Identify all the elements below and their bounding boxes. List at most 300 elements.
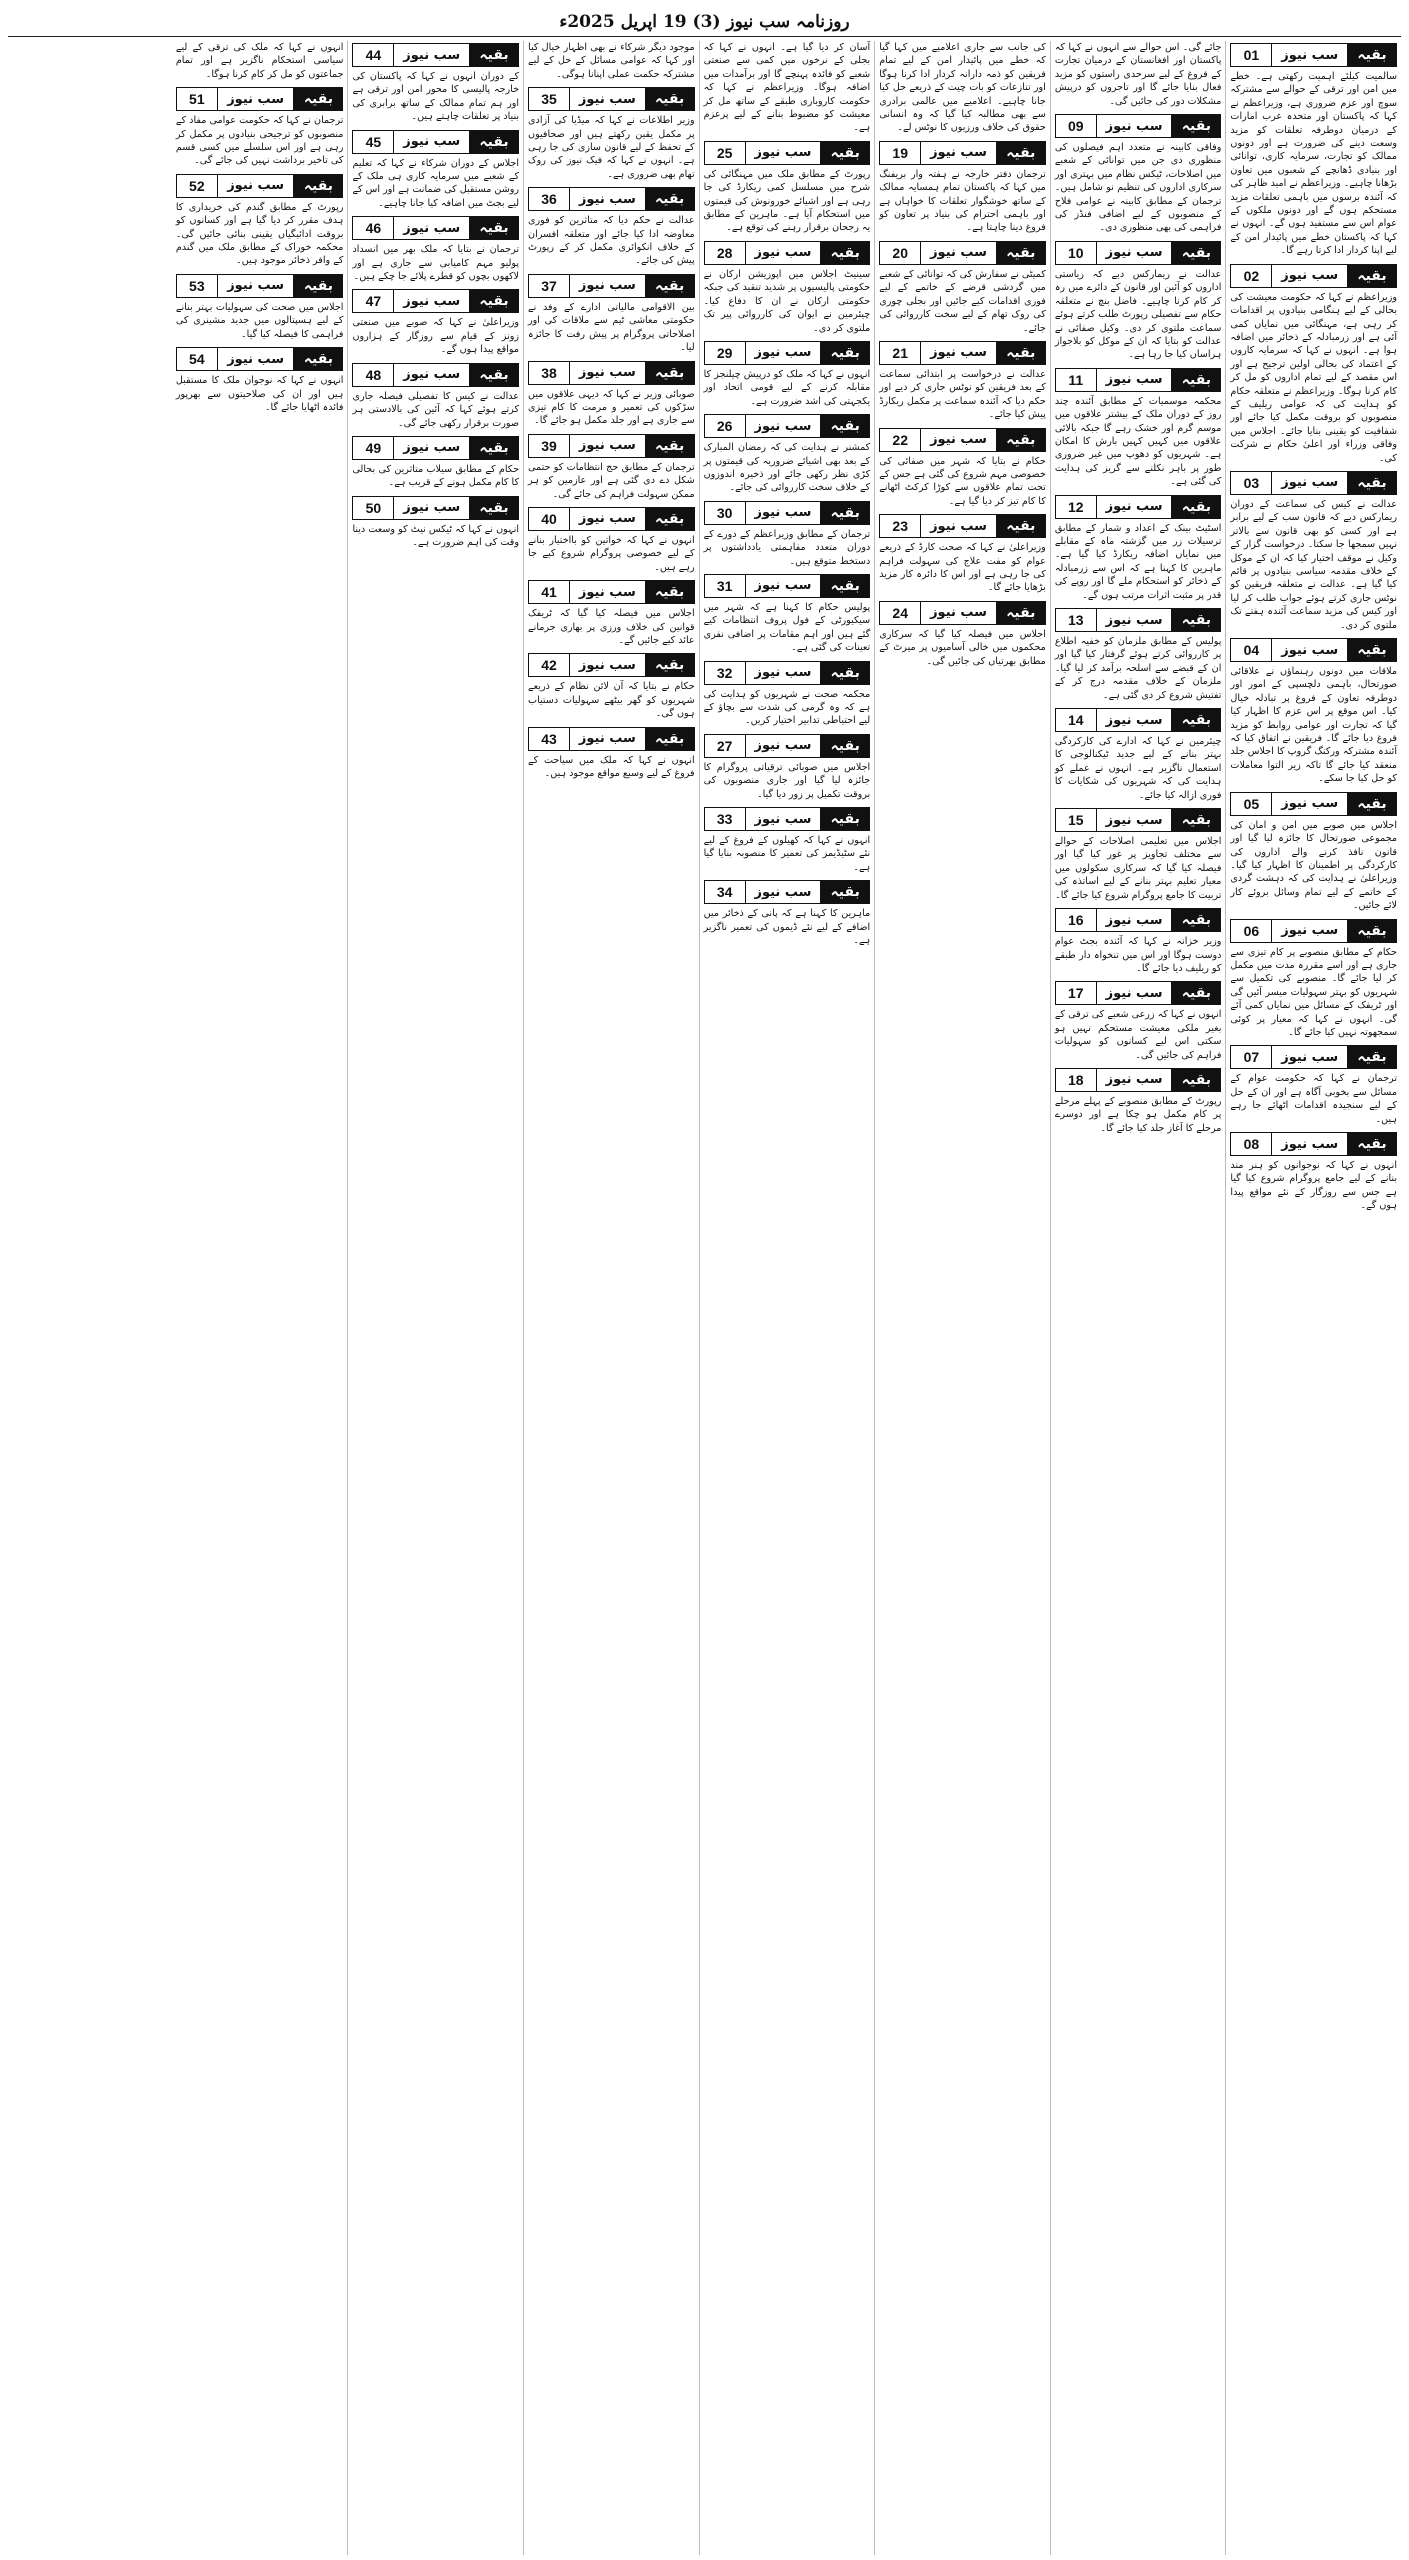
continuation-number: 48 bbox=[353, 364, 394, 386]
article-text: عدالت نے ریمارکس دیے کہ ریاستی اداروں کو آئین اور قانون کے دائرے میں رہ کر کام کرنا چاہیے۔ فاضل بنچ نے متعلقہ حکام سے تفصیلی رپورٹ طلب کرتے ہوئے سماعت ملتوی کر دی۔ وکیل صفائی نے عدالت کو بتایا کہ ان کے موکل کو بلاجواز ہراساں کیا جا رہا ہے۔ bbox=[1054, 268, 1222, 361]
article-text: اسٹیٹ بینک کے اعداد و شمار کے مطابق ترسیلات زر میں گزشتہ ماہ کے مقابلے میں نمایاں اضافہ ریکارڈ کیا گیا ہے۔ ماہرین کا کہنا ہے کہ اس سے زرمبادلہ کے ذخائر کو استحکام ملے گا اور روپے کی قدر پر مثبت اثرات مرتب ہوں گے۔ bbox=[1054, 522, 1222, 601]
continuation-number: 45 bbox=[353, 131, 394, 153]
continuation-number: 54 bbox=[177, 348, 218, 370]
section-label: سب نیوز bbox=[1272, 472, 1348, 494]
continuation-header bbox=[176, 347, 344, 371]
baqiya-badge: بقیہ bbox=[1172, 609, 1220, 631]
continuation-number: 25 bbox=[705, 142, 746, 164]
article-block bbox=[528, 653, 695, 720]
continuation-header bbox=[704, 734, 871, 758]
article-block bbox=[1055, 708, 1222, 802]
baqiya-badge: بقیہ bbox=[646, 88, 694, 110]
section-label: سب نیوز bbox=[218, 175, 295, 197]
continuation-header bbox=[176, 87, 344, 111]
section-label: سب نیوز bbox=[1272, 639, 1348, 661]
continuation-header bbox=[528, 507, 695, 531]
section-label: سب نیوز bbox=[1097, 709, 1173, 731]
baqiya-badge: بقیہ bbox=[1348, 920, 1396, 942]
article-block bbox=[704, 141, 871, 235]
baqiya-badge: بقیہ bbox=[470, 44, 518, 66]
article-block bbox=[879, 341, 1046, 422]
continuation-number: 07 bbox=[1231, 1046, 1272, 1068]
article-text: حکام کے مطابق منصوبے پر کام تیزی سے جاری ہے اور اسے مقررہ مدت میں مکمل کر لیا جائے گا۔ منصوبے کی تکمیل سے شہریوں کو بہتر سہولیات میسر آئیں گی اور ٹریفک کے مسائل میں نمایاں کمی آئے گی۔ انہوں نے کہا کہ معیار پر کوئی سمجھوتہ نہیں کیا جائے گا۔ bbox=[1230, 946, 1397, 1038]
article-block bbox=[528, 580, 695, 647]
section-label: سب نیوز bbox=[570, 581, 646, 603]
article-text: عدالت نے کیس کا تفصیلی فیصلہ جاری کرتے ہوئے کہا کہ آئین کی بالادستی ہر صورت برقرار رکھی جائے گی۔ bbox=[352, 390, 520, 429]
baqiya-badge: بقیہ bbox=[1348, 265, 1396, 287]
continuation-header bbox=[1055, 241, 1222, 265]
continuation-number: 14 bbox=[1056, 709, 1097, 731]
section-label: سب نیوز bbox=[570, 275, 646, 297]
continuation-header bbox=[352, 436, 519, 460]
continuation-header bbox=[1230, 1045, 1397, 1069]
continuation-header bbox=[1055, 1068, 1222, 1092]
article-block bbox=[176, 41, 344, 81]
continuation-header bbox=[176, 174, 344, 198]
continuation-header bbox=[879, 341, 1046, 365]
article-text: انہوں نے کہا کہ ملک کو درپیش چیلنجز کا مقابلہ کرنے کے لیے قومی اتحاد اور یکجہتی کی اشد ضرورت ہے۔ bbox=[703, 368, 871, 407]
continuation-header bbox=[528, 580, 695, 604]
continuation-header bbox=[879, 428, 1046, 452]
section-label: سب نیوز bbox=[1097, 496, 1173, 518]
baqiya-badge: بقیہ bbox=[1172, 1069, 1220, 1091]
article-block bbox=[528, 41, 695, 81]
article-block bbox=[1230, 792, 1397, 913]
continuation-header bbox=[1230, 43, 1397, 67]
article-block bbox=[704, 414, 871, 495]
article-block bbox=[704, 880, 871, 947]
section-label: سب نیوز bbox=[1272, 265, 1348, 287]
article-block bbox=[528, 274, 695, 355]
article-block bbox=[1230, 638, 1397, 786]
section-label: سب نیوز bbox=[1097, 369, 1173, 391]
baqiya-badge: بقیہ bbox=[997, 142, 1045, 164]
continuation-number: 52 bbox=[177, 175, 218, 197]
article-text: حکام نے بتایا کہ شہر میں صفائی کی خصوصی مہم شروع کی گئی ہے جس کے تحت تمام علاقوں سے کوڑا کرکٹ اٹھانے کا کام تیز کر دیا گیا ہے۔ bbox=[879, 455, 1046, 507]
article-text: وفاقی کابینہ نے متعدد اہم فیصلوں کی منظوری دی جن میں توانائی کے شعبے میں اصلاحات، ٹیکس نظام میں بہتری اور سرکاری اداروں کی تنظیم نو شامل ہیں۔ ترجمان کے مطابق کابینہ نے عوامی فلاح کے منصوبوں کے لیے اضافی فنڈز کی فراہمی کی بھی منظوری دی۔ bbox=[1054, 142, 1222, 234]
article-text: رپورٹ کے مطابق گندم کی خریداری کا ہدف مقرر کر دیا گیا ہے اور کسانوں کو بروقت ادائیگیاں یقینی بنائی جائیں گی۔ محکمہ خوراک کے مطابق ملک میں گندم کے وافر ذخائر موجود ہیں۔ bbox=[175, 201, 344, 267]
article-block bbox=[528, 727, 695, 781]
continuation-header bbox=[879, 141, 1046, 165]
continuation-header bbox=[1230, 919, 1397, 943]
column bbox=[172, 41, 348, 2555]
baqiya-badge: بقیہ bbox=[997, 515, 1045, 537]
baqiya-badge: بقیہ bbox=[470, 290, 518, 312]
baqiya-badge: بقیہ bbox=[1348, 472, 1396, 494]
article-block bbox=[1055, 981, 1222, 1062]
continuation-header bbox=[704, 501, 871, 525]
continuation-number: 42 bbox=[529, 654, 570, 676]
baqiya-badge: بقیہ bbox=[646, 508, 694, 530]
article-text: ملاقات میں دونوں رہنماؤں نے علاقائی صورتحال، باہمی دلچسپی کے امور اور دوطرفہ تعاون کے فروغ پر تبادلہ خیال کیا۔ اس موقع پر اس عزم کا اظہار کیا گیا کہ تجارت اور عوامی روابط کو مزید فروغ دیا جائے گا۔ فریقین نے اتفاق کیا کہ آئندہ مشترکہ ورکنگ گروپ کا اجلاس جلد منعقد کیا جائے گا تاکہ زیر التوا معاملات کو حل کیا جا سکے۔ bbox=[1230, 666, 1397, 785]
section-label: سب نیوز bbox=[921, 242, 997, 264]
continuation-header bbox=[1055, 708, 1222, 732]
baqiya-badge: بقیہ bbox=[1348, 44, 1396, 66]
section-label: سب نیوز bbox=[1272, 793, 1348, 815]
article-block bbox=[176, 87, 344, 168]
section-label: سب نیوز bbox=[1097, 909, 1173, 931]
section-label: سب نیوز bbox=[218, 348, 295, 370]
column bbox=[1050, 41, 1226, 2555]
section-label: سب نیوز bbox=[394, 131, 470, 153]
baqiya-badge: بقیہ bbox=[997, 602, 1045, 624]
columns-container bbox=[8, 41, 1401, 2555]
continuation-header bbox=[352, 43, 519, 67]
section-label: سب نیوز bbox=[218, 275, 295, 297]
baqiya-badge: بقیہ bbox=[470, 497, 518, 519]
section-label: سب نیوز bbox=[746, 735, 822, 757]
article-block bbox=[704, 574, 871, 655]
article-text: سینیٹ اجلاس میں اپوزیشن ارکان نے حکومتی پالیسیوں پر شدید تنقید کی جبکہ حکومتی ارکان نے ان کا دفاع کیا۔ چیئرمین نے ایوان کی کارروائی پیر تک ملتوی کر دی۔ bbox=[703, 268, 871, 334]
continuation-number: 12 bbox=[1056, 496, 1097, 518]
article-text: انہوں نے کہا کہ زرعی شعبے کی ترقی کے بغیر ملکی معیشت مستحکم نہیں ہو سکتی اس لیے کسانوں کو سہولیات فراہم کی جائیں گی۔ bbox=[1054, 1009, 1222, 1061]
continuation-number: 01 bbox=[1231, 44, 1272, 66]
continuation-number: 21 bbox=[880, 342, 921, 364]
continuation-header bbox=[704, 141, 871, 165]
article-text: اجلاس میں فیصلہ کیا گیا کہ ٹریفک قوانین کی خلاف ورزی پر بھاری جرمانے عائد کیے جائیں گے۔ bbox=[528, 608, 695, 646]
article-text: عدالت نے حکم دیا کہ متاثرین کو فوری معاوضہ ادا کیا جائے اور متعلقہ افسران کے خلاف انکوائری مکمل کر کے رپورٹ پیش کی جائے۔ bbox=[528, 215, 695, 267]
continuation-header bbox=[528, 361, 695, 385]
section-label: سب نیوز bbox=[570, 88, 646, 110]
article-block bbox=[1055, 908, 1222, 975]
section-label: سب نیوز bbox=[218, 88, 295, 110]
article-text: پولیس کے مطابق ملزمان کو خفیہ اطلاع پر کارروائی کرتے ہوئے گرفتار کیا گیا اور ان کے قبضے سے اسلحہ برآمد کر لیا گیا۔ ملزمان کے خلاف مقدمہ درج کر کے تفتیش شروع کر دی گئی ہے۔ bbox=[1054, 636, 1222, 701]
article-block bbox=[352, 43, 519, 124]
continuation-number: 09 bbox=[1056, 115, 1097, 137]
article-text: پولیس حکام کا کہنا ہے کہ شہر میں سیکیورٹی کے فول پروف انتظامات کیے گئے ہیں اور اہم مقامات پر اضافی نفری تعینات کی گئی ہے۔ bbox=[703, 601, 871, 654]
continuation-number: 40 bbox=[529, 508, 570, 530]
continuation-header bbox=[352, 216, 519, 240]
continuation-number: 38 bbox=[529, 362, 570, 384]
baqiya-badge: بقیہ bbox=[646, 435, 694, 457]
article-block bbox=[704, 501, 871, 568]
section-label: سب نیوز bbox=[570, 362, 646, 384]
column bbox=[523, 41, 699, 2555]
continuation-header bbox=[528, 187, 695, 211]
continuation-header bbox=[352, 289, 519, 313]
article-block bbox=[879, 241, 1046, 335]
continuation-header bbox=[528, 653, 695, 677]
continuation-header bbox=[1055, 368, 1222, 392]
article-text: محکمہ صحت نے شہریوں کو ہدایت کی ہے کہ وہ گرمی کی شدت سے بچاؤ کے لیے احتیاطی تدابیر اختیار کریں۔ bbox=[703, 688, 871, 727]
continuation-number: 37 bbox=[529, 275, 570, 297]
article-block bbox=[352, 363, 519, 430]
section-label: سب نیوز bbox=[921, 602, 997, 624]
article-block bbox=[1230, 1045, 1397, 1126]
column bbox=[1225, 41, 1401, 2555]
masthead bbox=[8, 6, 1401, 37]
continuation-number: 33 bbox=[705, 808, 746, 830]
baqiya-badge: بقیہ bbox=[294, 175, 342, 197]
section-label: سب نیوز bbox=[394, 44, 470, 66]
continuation-header bbox=[704, 341, 871, 365]
section-label: سب نیوز bbox=[921, 342, 997, 364]
article-text: آسان کر دیا گیا ہے۔ انہوں نے کہا کہ بجلی کے نرخوں میں کمی سے صنعتی شعبے کو فائدہ پہنچے گا اور برآمدات میں اضافہ ہوگا۔ وزیراعظم نے کہا کہ حکومت کاروباری طبقے کے ساتھ مل کر معیشت کو مضبوط بنانے کے لیے پرعزم ہے۔ bbox=[703, 42, 871, 134]
continuation-header bbox=[704, 880, 871, 904]
article-block bbox=[352, 130, 519, 211]
continuation-number: 41 bbox=[529, 581, 570, 603]
masthead-title: روزنامہ سب نیوز (3) 19 اپریل 2025ء bbox=[559, 11, 850, 32]
baqiya-badge: بقیہ bbox=[646, 275, 694, 297]
article-text: رپورٹ کے مطابق ملک میں مہنگائی کی شرح میں مسلسل کمی ریکارڈ کی جا رہی ہے اور اشیائے خورونوش کی قیمتوں میں استحکام آیا ہے۔ ماہرین کے مطابق یہ رجحان برقرار رہنے کی توقع ہے۔ bbox=[703, 168, 871, 234]
article-block bbox=[1055, 41, 1222, 108]
continuation-number: 27 bbox=[705, 735, 746, 757]
continuation-number: 46 bbox=[353, 217, 394, 239]
article-block bbox=[528, 507, 695, 574]
baqiya-badge: بقیہ bbox=[821, 242, 869, 264]
continuation-header bbox=[704, 414, 871, 438]
article-text: اجلاس میں صوبے میں امن و امان کی مجموعی صورتحال کا جائزہ لیا گیا اور قانون نافذ کرنے والے اداروں کی کارکردگی پر اطمینان کا اظہار کیا گیا۔ وزیراعلیٰ نے ہدایت کی کہ دہشت گردی کے خاتمے کے لیے تمام وسائل بروئے کار لائے جائیں۔ bbox=[1230, 819, 1397, 912]
baqiya-badge: بقیہ bbox=[821, 881, 869, 903]
continuation-number: 16 bbox=[1056, 909, 1097, 931]
article-text: کی جانب سے جاری اعلامیے میں کہا گیا کہ خطے میں پائیدار امن کے لیے تمام فریقین کو ذمہ دارانہ کردار ادا کرنا ہوگا اور تنازعات کو بات چیت کے ذریعے حل کیا جانا چاہیے۔ اعلامیے میں عالمی برادری سے بھی مطالبہ کیا گیا کہ وہ انسانی حقوق کی خلاف ورزیوں کا نوٹس لے۔ bbox=[879, 42, 1046, 134]
continuation-number: 43 bbox=[529, 728, 570, 750]
section-label: سب نیوز bbox=[1097, 1069, 1173, 1091]
continuation-header bbox=[1055, 908, 1222, 932]
article-block bbox=[176, 174, 344, 268]
article-block bbox=[704, 734, 871, 801]
section-label: سب نیوز bbox=[746, 142, 822, 164]
continuation-header bbox=[879, 514, 1046, 538]
section-label: سب نیوز bbox=[570, 188, 646, 210]
continuation-number: 08 bbox=[1231, 1133, 1272, 1155]
continuation-number: 51 bbox=[177, 88, 218, 110]
continuation-header bbox=[879, 241, 1046, 265]
continuation-header bbox=[1055, 495, 1222, 519]
baqiya-badge: بقیہ bbox=[1172, 982, 1220, 1004]
baqiya-badge: بقیہ bbox=[997, 429, 1045, 451]
article-block bbox=[176, 274, 344, 341]
section-label: سب نیوز bbox=[570, 508, 646, 530]
section-label: سب نیوز bbox=[1097, 242, 1173, 264]
article-text: انہوں نے کہا کہ خواتین کو بااختیار بنانے کے لیے خصوصی پروگرام شروع کیے جا رہے ہیں۔ bbox=[528, 534, 695, 573]
continuation-number: 18 bbox=[1056, 1069, 1097, 1091]
continuation-header bbox=[352, 363, 519, 387]
article-block bbox=[1055, 368, 1222, 489]
baqiya-badge: بقیہ bbox=[821, 808, 869, 830]
baqiya-badge: بقیہ bbox=[1348, 1046, 1396, 1068]
section-label: سب نیوز bbox=[570, 435, 646, 457]
section-label: سب نیوز bbox=[394, 497, 470, 519]
article-block bbox=[1055, 495, 1222, 602]
continuation-header bbox=[528, 434, 695, 458]
section-label: سب نیوز bbox=[746, 881, 822, 903]
baqiya-badge: بقیہ bbox=[1172, 709, 1220, 731]
section-label: سب نیوز bbox=[746, 502, 822, 524]
baqiya-badge: بقیہ bbox=[997, 242, 1045, 264]
article-block bbox=[1230, 43, 1397, 258]
article-block bbox=[1230, 471, 1397, 632]
continuation-header bbox=[1055, 981, 1222, 1005]
baqiya-badge: بقیہ bbox=[821, 575, 869, 597]
baqiya-badge: بقیہ bbox=[646, 654, 694, 676]
section-label: سب نیوز bbox=[921, 429, 997, 451]
continuation-number: 23 bbox=[880, 515, 921, 537]
section-label: سب نیوز bbox=[746, 808, 822, 830]
article-text: وزیر خزانہ نے کہا کہ آئندہ بجٹ عوام دوست ہوگا اور اس میں تنخواہ دار طبقے کو ریلیف دیا جائے گا۔ bbox=[1054, 936, 1222, 974]
baqiya-badge: بقیہ bbox=[294, 275, 342, 297]
continuation-number: 04 bbox=[1231, 639, 1272, 661]
section-label: سب نیوز bbox=[1272, 920, 1348, 942]
section-label: سب نیوز bbox=[1272, 1046, 1348, 1068]
article-text: ترجمان نے کہا کہ حکومت عوامی مفاد کے منصوبوں کو ترجیحی بنیادوں پر مکمل کر رہی ہے اور اس سلسلے میں کسی قسم کی تاخیر برداشت نہیں کی جائے گی۔ bbox=[175, 115, 344, 167]
baqiya-badge: بقیہ bbox=[470, 131, 518, 153]
continuation-number: 53 bbox=[177, 275, 218, 297]
article-text: جائے گی۔ اس حوالے سے انہوں نے کہا کہ پاکستان اور افغانستان کے درمیان تجارت کے فروغ کے لیے سرحدی راستوں کو مزید فعال بنایا جائے گا اور تاجروں کو درپیش مشکلات دور کی جائیں گی۔ bbox=[1054, 42, 1222, 107]
continuation-number: 31 bbox=[705, 575, 746, 597]
section-label: سب نیوز bbox=[1097, 609, 1173, 631]
article-text: محکمہ موسمیات کے مطابق آئندہ چند روز کے دوران ملک کے بیشتر علاقوں میں موسم گرم اور خشک رہے گا جبکہ بالائی علاقوں میں کہیں کہیں بارش کا امکان ہے۔ شہریوں کو دھوپ میں غیر ضروری طور پر باہر نکلنے سے گریز کی ہدایت کی گئی ہے۔ bbox=[1054, 395, 1222, 488]
baqiya-badge: بقیہ bbox=[294, 348, 342, 370]
article-block bbox=[352, 289, 519, 356]
continuation-header bbox=[352, 496, 519, 520]
article-text: ترجمان کے مطابق وزیراعظم کے دورے کے دوران متعدد مفاہمتی یادداشتوں پر دستخط متوقع ہیں۔ bbox=[703, 528, 871, 567]
continuation-number: 30 bbox=[705, 502, 746, 524]
continuation-header bbox=[528, 87, 695, 111]
section-label: سب نیوز bbox=[394, 364, 470, 386]
continuation-number: 36 bbox=[529, 188, 570, 210]
article-block bbox=[528, 87, 695, 181]
baqiya-badge: بقیہ bbox=[821, 735, 869, 757]
article-text: وزیراعظم نے کہا کہ حکومت معیشت کی بحالی کے لیے ہنگامی بنیادوں پر اقدامات کر رہی ہے، مہنگائی میں نمایاں کمی آئی ہے اور زرمبادلہ کے ذخائر میں اضافہ ہوا ہے۔ انہوں نے کہا کہ سرمایہ کاروں کے اعتماد کی بحالی اولین ترجیح ہے اور اس مقصد کے لیے تمام اداروں کو مل کر کام کرنا ہوگا۔ وزیراعظم نے متعلقہ حکام کو ہدایت کی کہ عوامی ریلیف کے منصوبوں کو بروقت مکمل کیا جائے اور شفافیت کو یقینی بنایا جائے۔ اجلاس میں وفاقی وزراء اور اعلیٰ حکام نے شرکت کی۔ bbox=[1230, 291, 1397, 464]
article-text: ترجمان نے کہا کہ حکومت عوام کے مسائل سے بخوبی آگاہ ہے اور ان کے حل کے لیے سنجیدہ اقدامات اٹھائے جا رہے ہیں۔ bbox=[1230, 1073, 1397, 1125]
article-text: انہوں نے کہا کہ ملک کی ترقی کے لیے سیاسی استحکام ناگزیر ہے اور تمام جماعتوں کو مل کر کام کرنا ہوگا۔ bbox=[175, 42, 344, 80]
baqiya-badge: بقیہ bbox=[470, 217, 518, 239]
continuation-number: 02 bbox=[1231, 265, 1272, 287]
baqiya-badge: بقیہ bbox=[294, 88, 342, 110]
baqiya-badge: بقیہ bbox=[821, 142, 869, 164]
article-text: وزیراعلیٰ نے کہا کہ صحت کارڈ کے ذریعے عوام کو مفت علاج کی سہولت فراہم کی جا رہی ہے اور اس کا دائرہ کار مزید بڑھایا جائے گا۔ bbox=[879, 542, 1046, 594]
continuation-number: 49 bbox=[353, 437, 394, 459]
continuation-header bbox=[1055, 114, 1222, 138]
baqiya-badge: بقیہ bbox=[821, 662, 869, 684]
baqiya-badge: بقیہ bbox=[1172, 242, 1220, 264]
article-text: انہوں نے کہا کہ ملک میں سیاحت کے فروغ کے لیے وسیع مواقع موجود ہیں۔ bbox=[528, 754, 695, 779]
baqiya-badge: بقیہ bbox=[821, 342, 869, 364]
section-label: سب نیوز bbox=[394, 437, 470, 459]
article-text: انہوں نے کہا کہ کھیلوں کے فروغ کے لیے نئے سٹیڈیمز کی تعمیر کا منصوبہ بنایا گیا ہے۔ bbox=[703, 835, 871, 873]
article-text: موجود دیگر شرکاء نے بھی اظہار خیال کیا اور کہا کہ عوامی مسائل کے حل کے لیے مشترکہ حکمت عملی اپنانا ہوگی۔ bbox=[528, 42, 695, 80]
article-block bbox=[704, 661, 871, 728]
continuation-header bbox=[1230, 1132, 1397, 1156]
continuation-number: 50 bbox=[353, 497, 394, 519]
article-block bbox=[352, 436, 519, 490]
section-label: سب نیوز bbox=[746, 415, 822, 437]
continuation-number: 05 bbox=[1231, 793, 1272, 815]
article-block bbox=[1230, 919, 1397, 1040]
continuation-header bbox=[704, 241, 871, 265]
continuation-number: 39 bbox=[529, 435, 570, 457]
baqiya-badge: بقیہ bbox=[646, 362, 694, 384]
baqiya-badge: بقیہ bbox=[821, 415, 869, 437]
continuation-header bbox=[1230, 638, 1397, 662]
section-label: سب نیوز bbox=[394, 290, 470, 312]
article-text: ترجمان دفتر خارجہ نے ہفتہ وار بریفنگ میں کہا کہ پاکستان تمام ہمسایہ ممالک کے ساتھ خوشگوار تعلقات کا خواہاں ہے اور باہمی احترام کی بنیاد پر تعاون کو فروغ دینا چاہتا ہے۔ bbox=[879, 168, 1046, 234]
continuation-number: 35 bbox=[529, 88, 570, 110]
continuation-number: 10 bbox=[1056, 242, 1097, 264]
continuation-header bbox=[528, 274, 695, 298]
section-label: سب نیوز bbox=[1097, 115, 1173, 137]
article-text: اجلاس میں فیصلہ کیا گیا کہ سرکاری محکموں میں خالی آسامیوں پر میرٹ کے مطابق بھرتیاں کی جائیں گی۔ bbox=[879, 628, 1046, 667]
section-label: سب نیوز bbox=[746, 662, 822, 684]
continuation-header bbox=[879, 601, 1046, 625]
article-block bbox=[1055, 1068, 1222, 1135]
article-text: عدالت نے کیس کی سماعت کے دوران ریمارکس دیے کہ قانون سب کے لیے برابر ہے اور کسی کو بھی قانون سے بالاتر نہیں سمجھا جا سکتا۔ درخواست گزار کے وکیل نے موقف اختیار کیا کہ ان کے موکل کے خلاف مقدمہ سیاسی بنیادوں پر قائم کیا گیا ہے۔ عدالت نے متعلقہ فریقین کو نوٹس جاری کرتے ہوئے جواب طلب کر لیا اور کیس کی مزید سماعت آئندہ ہفتے تک ملتوی کر دی۔ bbox=[1230, 498, 1397, 631]
section-label: سب نیوز bbox=[1272, 1133, 1348, 1155]
article-text: وزیر اطلاعات نے کہا کہ میڈیا کی آزادی پر مکمل یقین رکھتے ہیں اور صحافیوں کے تحفظ کے لیے قانون سازی کی جا رہی ہے۔ انہوں نے کہا کہ فیک نیوز کی روک تھام بھی ضروری ہے۔ bbox=[528, 115, 695, 180]
article-text: ماہرین کا کہنا ہے کہ پانی کے ذخائر میں اضافے کے لیے نئے ڈیموں کی تعمیر ناگزیر ہے۔ bbox=[703, 908, 871, 947]
article-block bbox=[176, 347, 344, 414]
article-block bbox=[1055, 808, 1222, 902]
article-block bbox=[1055, 241, 1222, 362]
continuation-number: 26 bbox=[705, 415, 746, 437]
article-block bbox=[528, 361, 695, 428]
column bbox=[699, 41, 875, 2555]
article-text: سالمیت کیلئے اہمیت رکھتی ہے۔ خطے میں امن اور ترقی کے حوالے سے مشترکہ سوچ اور عزم ضروری ہے، وزیراعظم نے کہا کہ پاکستان اور متحدہ عرب امارات کے درمیان دوطرفہ تعلقات کو مزید وسعت دینے کی ضرورت ہے اور دونوں ممالک کو تجارت، سرمایہ کاری، توانائی اور بنیادی ڈھانچے کے شعبوں میں تعاون بڑھانا چاہیے۔ وزیراعظم نے امید ظاہر کی کہ آئندہ برسوں میں باہمی تعلقات مزید مستحکم ہوں گے اور دونوں ملکوں کے عوام اس سے مستفید ہوں گے۔ انہوں نے کہا کہ پاکستان خطے میں پائیدار امن کے لیے اپنا کردار ادا کرتا رہے گا۔ bbox=[1230, 71, 1397, 257]
article-text: عدالت نے درخواست پر ابتدائی سماعت کے بعد فریقین کو نوٹس جاری کر دیے اور حکم دیا کہ آئندہ سماعت پر مکمل ریکارڈ پیش کیا جائے۔ bbox=[879, 368, 1046, 421]
baqiya-badge: بقیہ bbox=[1348, 1133, 1396, 1155]
continuation-header bbox=[1230, 792, 1397, 816]
article-text: کمشنر نے ہدایت کی کہ رمضان المبارک کے بعد بھی اشیائے ضروریہ کی قیمتوں پر کڑی نظر رکھی جائے اور ذخیرہ اندوزوں کے خلاف سخت کارروائی کی جائے۔ bbox=[703, 442, 871, 494]
baqiya-badge: بقیہ bbox=[997, 342, 1045, 364]
continuation-header bbox=[1230, 471, 1397, 495]
continuation-number: 13 bbox=[1056, 609, 1097, 631]
continuation-number: 47 bbox=[353, 290, 394, 312]
article-block bbox=[704, 341, 871, 408]
article-text: ترجمان کے مطابق حج انتظامات کو حتمی شکل دے دی گئی ہے اور عازمین کو ہر ممکن سہولت فراہم کی جائے گی۔ bbox=[528, 461, 695, 500]
baqiya-badge: بقیہ bbox=[1172, 496, 1220, 518]
continuation-header bbox=[704, 574, 871, 598]
article-block bbox=[1230, 1132, 1397, 1213]
article-block bbox=[1055, 608, 1222, 702]
article-text: کمیٹی نے سفارش کی کہ توانائی کے شعبے میں گردشی قرضے کے خاتمے کے لیے فوری اقدامات کیے جائیں اور بجلی چوری کی روک تھام کے لیے سخت کارروائی کی جائے۔ bbox=[879, 268, 1046, 334]
continuation-number: 17 bbox=[1056, 982, 1097, 1004]
article-block bbox=[879, 514, 1046, 595]
continuation-header bbox=[1055, 808, 1222, 832]
continuation-number: 20 bbox=[880, 242, 921, 264]
section-label: سب نیوز bbox=[921, 142, 997, 164]
article-block bbox=[352, 496, 519, 550]
baqiya-badge: بقیہ bbox=[821, 502, 869, 524]
continuation-header bbox=[1230, 264, 1397, 288]
baqiya-badge: بقیہ bbox=[1172, 369, 1220, 391]
section-label: سب نیوز bbox=[394, 217, 470, 239]
continuation-number: 29 bbox=[705, 342, 746, 364]
section-label: سب نیوز bbox=[1097, 982, 1173, 1004]
continuation-number: 06 bbox=[1231, 920, 1272, 942]
baqiya-badge: بقیہ bbox=[1172, 809, 1220, 831]
section-label: سب نیوز bbox=[1097, 809, 1173, 831]
article-text: انہوں نے کہا کہ نوجوان ملک کا مستقبل ہیں اور ان کی صلاحیتوں سے بھرپور فائدہ اٹھایا جائے گا۔ bbox=[175, 375, 344, 413]
section-label: سب نیوز bbox=[921, 515, 997, 537]
article-text: اجلاس کے دوران شرکاء نے کہا کہ تعلیم کے شعبے میں سرمایہ کاری ہی ملک کے روشن مستقبل کی ضمانت ہے اور اس کے لیے بجٹ میں اضافہ کیا جانا چاہیے۔ bbox=[352, 157, 520, 209]
article-text: اجلاس میں صحت کی سہولیات بہتر بنانے کے لیے ہسپتالوں میں جدید مشینری کی فراہمی کا فیصلہ کیا گیا۔ bbox=[175, 301, 344, 340]
continuation-header bbox=[704, 807, 871, 831]
article-text: اجلاس میں صوبائی ترقیاتی پروگرام کا جائزہ لیا گیا اور جاری منصوبوں کی بروقت تکمیل پر زور دیا گیا۔ bbox=[703, 761, 871, 800]
article-text: حکام کے مطابق سیلاب متاثرین کی بحالی کا کام مکمل ہونے کے قریب ہے۔ bbox=[352, 463, 520, 489]
article-text: اجلاس میں تعلیمی اصلاحات کے حوالے سے مختلف تجاویز پر غور کیا گیا اور فیصلہ کیا گیا کہ سرکاری سکولوں میں معیار تعلیم بہتر بنانے کے لیے اساتذہ کی تربیت کا جامع پروگرام شروع کیا جائے گا۔ bbox=[1054, 836, 1222, 901]
section-label: سب نیوز bbox=[570, 654, 646, 676]
baqiya-badge: بقیہ bbox=[646, 728, 694, 750]
article-block bbox=[704, 241, 871, 335]
article-block bbox=[879, 601, 1046, 668]
continuation-number: 44 bbox=[353, 44, 394, 66]
article-block bbox=[879, 428, 1046, 509]
article-block bbox=[352, 216, 519, 283]
continuation-header bbox=[1055, 608, 1222, 632]
section-label: سب نیوز bbox=[570, 728, 646, 750]
article-text: چیئرمین نے کہا کہ ادارے کی کارکردگی بہتر بنانے کے لیے جدید ٹیکنالوجی کا استعمال ناگزیر ہے۔ انہوں نے عملے کو ہدایت کی کہ شہریوں کی شکایات کا فوری ازالہ کیا جائے۔ bbox=[1054, 736, 1222, 801]
